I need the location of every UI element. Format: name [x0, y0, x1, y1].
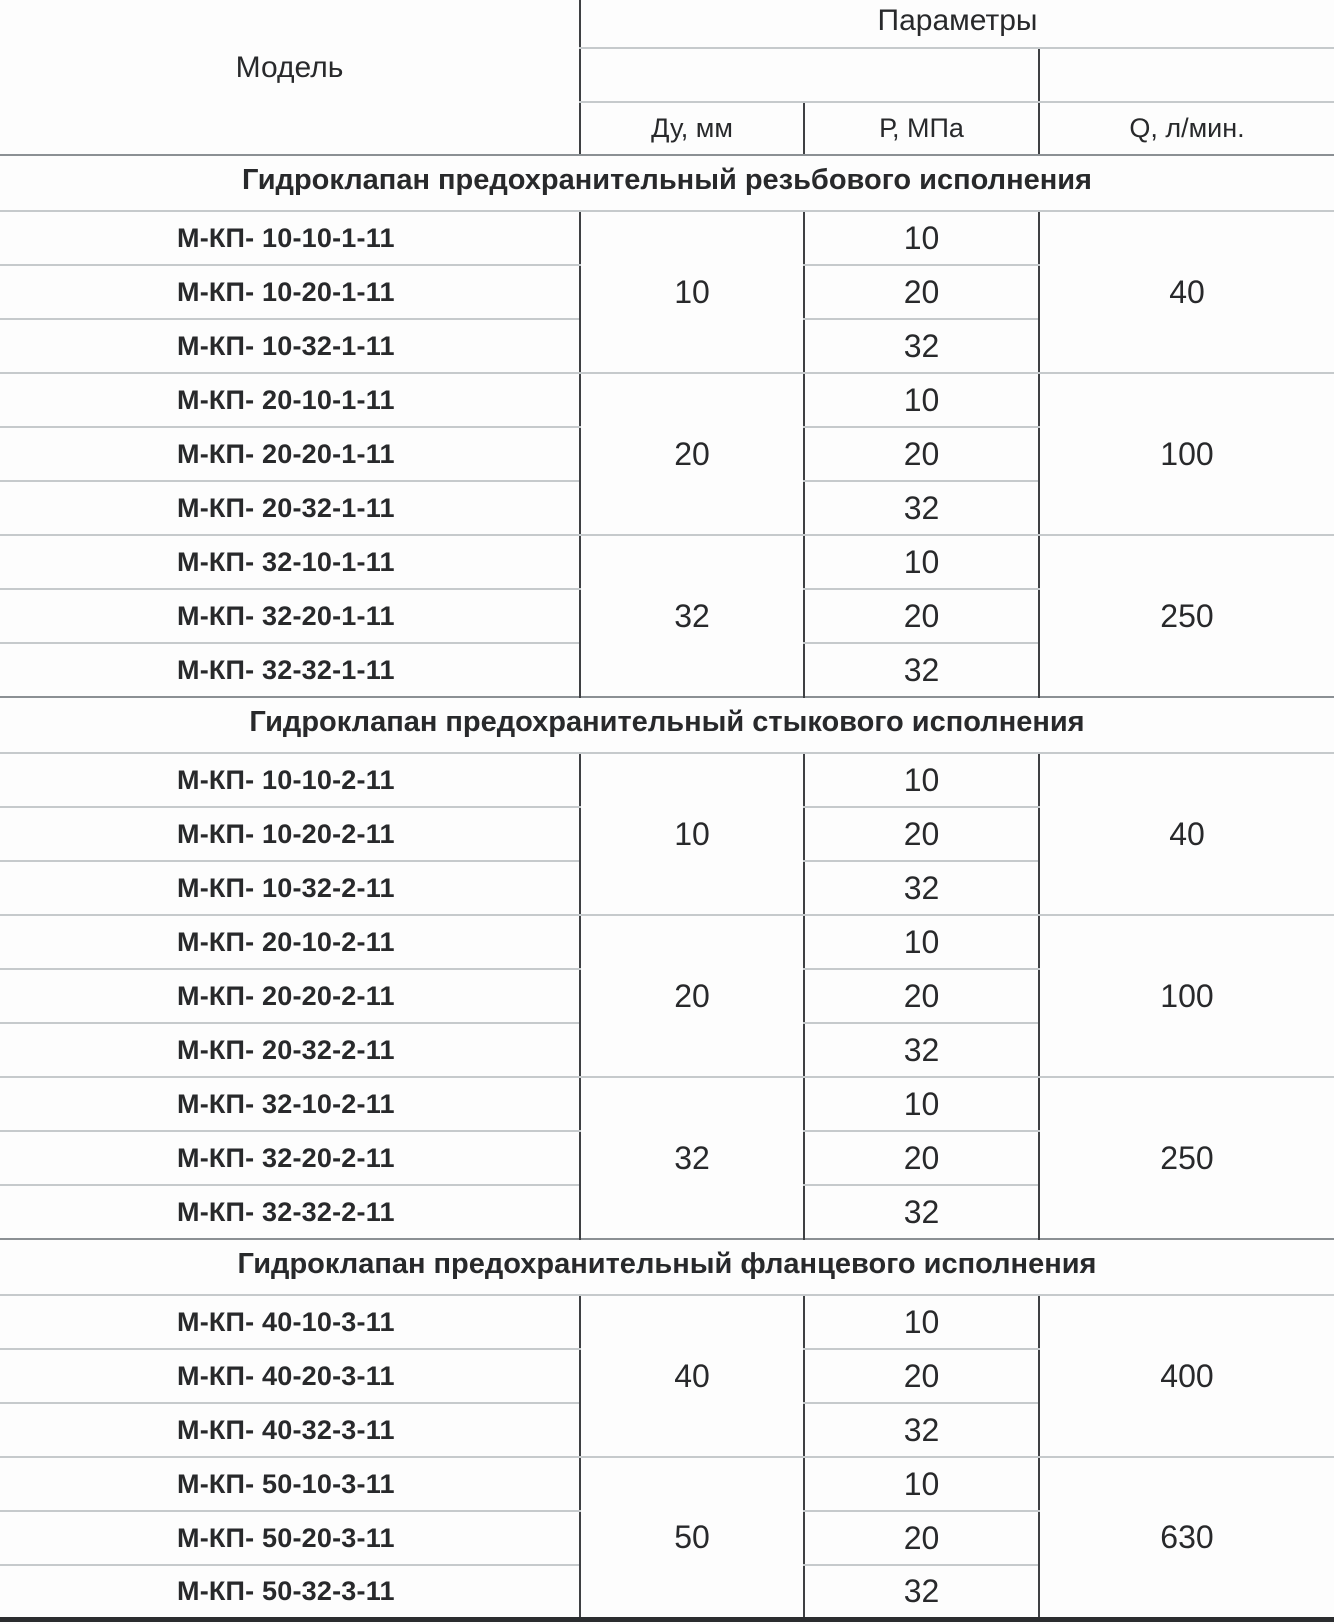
model-cell: М-КП- 10-32-1-11 — [0, 319, 580, 373]
pressure-value-cell: 32 — [804, 861, 1039, 915]
section-title-cell — [0, 155, 1334, 211]
model-cell: М-КП- 50-10-3-11 — [0, 1457, 580, 1511]
section-title: Гидроклапан предохранительный резьбового исполнения — [242, 163, 1092, 196]
header-empty-cell-q — [1039, 48, 1334, 102]
du-value-cell: 20 — [580, 373, 804, 535]
pressure-value-cell: 32 — [804, 481, 1039, 535]
flow-value-cell: 100 — [1039, 915, 1334, 1077]
flow-value-cell: 40 — [1039, 211, 1334, 373]
model-cell: М-КП- 32-10-1-11 — [0, 535, 580, 589]
model-cell: М-КП- 50-20-3-11 — [0, 1511, 580, 1565]
section-title-row — [0, 155, 1334, 211]
table-row — [0, 753, 1334, 807]
model-cell: М-КП- 40-20-3-11 — [0, 1349, 580, 1403]
model-column-header-cell — [0, 0, 580, 155]
pressure-value-cell: 20 — [804, 589, 1039, 643]
du-value-cell: 10 — [580, 753, 804, 915]
pressure-value-cell: 20 — [804, 1131, 1039, 1185]
pressure-value-cell: 10 — [804, 1457, 1039, 1511]
pressure-value-cell: 10 — [804, 1295, 1039, 1349]
flow-value-cell: 630 — [1039, 1457, 1334, 1619]
table-row — [0, 1077, 1334, 1131]
du-value-cell: 20 — [580, 915, 804, 1077]
parameters-header-cell — [580, 0, 1334, 48]
model-cell: М-КП- 40-32-3-11 — [0, 1403, 580, 1457]
model-cell: М-КП- 10-10-2-11 — [0, 753, 580, 807]
pressure-value-cell: 32 — [804, 319, 1039, 373]
pressure-value-cell: 10 — [804, 373, 1039, 427]
pressure-value-cell: 10 — [804, 915, 1039, 969]
flow-value-cell: 100 — [1039, 373, 1334, 535]
pressure-value-cell: 20 — [804, 265, 1039, 319]
table-row — [0, 373, 1334, 427]
model-cell: М-КП- 32-20-2-11 — [0, 1131, 580, 1185]
model-cell: М-КП- 20-20-1-11 — [0, 427, 580, 481]
table-row — [0, 915, 1334, 969]
model-cell: М-КП- 10-32-2-11 — [0, 861, 580, 915]
model-cell: М-КП- 32-20-1-11 — [0, 589, 580, 643]
column-header-du: Ду, мм — [580, 102, 804, 155]
model-cell: М-КП- 20-10-2-11 — [0, 915, 580, 969]
flow-value-cell: 400 — [1039, 1295, 1334, 1457]
header-row-top — [0, 0, 1334, 48]
table-row — [0, 535, 1334, 589]
du-value-cell: 10 — [580, 211, 804, 373]
model-cell: М-КП- 32-32-1-11 — [177, 654, 395, 685]
pressure-value-cell: 20 — [804, 969, 1039, 1023]
du-value-cell: 32 — [580, 1077, 804, 1239]
model-cell: М-КП- 20-32-2-11 — [0, 1023, 580, 1077]
model-cell: М-КП- 10-10-1-11 — [0, 211, 580, 265]
model-cell: М-КП- 20-20-2-11 — [0, 969, 580, 1023]
flow-value-cell: 250 — [1039, 1077, 1334, 1239]
table-body — [0, 155, 1334, 1619]
pressure-value-cell: 10 — [804, 535, 1039, 589]
model-cell: М-КП- 40-10-3-11 — [0, 1295, 580, 1349]
du-value-cell: 50 — [580, 1457, 804, 1619]
table-row — [0, 1295, 1334, 1349]
model-cell: М-КП- 20-10-1-11 — [0, 373, 580, 427]
pressure-value-cell: 32 — [804, 1023, 1039, 1077]
section-title-row — [0, 1239, 1334, 1295]
model-cell: М-КП- 32-10-2-11 — [0, 1077, 580, 1131]
pressure-value-cell: 32 — [804, 1185, 1039, 1239]
pressure-value-cell: 10 — [804, 211, 1039, 265]
model-cell: М-КП- 32-32-2-11 — [177, 1196, 395, 1227]
model-column-header: Модель — [235, 51, 344, 84]
pressure-value-cell: 32 — [804, 1565, 1039, 1619]
model-cell: М-КП- 20-32-1-11 — [0, 481, 580, 535]
parameters-header: Параметры — [877, 3, 1038, 37]
pressure-value-cell: 32 — [804, 643, 1039, 697]
model-cell: М-КП- 50-32-3-11 — [177, 1575, 395, 1606]
column-header-q: Q, л/мин. — [1039, 102, 1334, 155]
du-value-cell: 40 — [580, 1295, 804, 1457]
section-title-cell — [0, 1239, 1334, 1295]
section-title-cell — [0, 697, 1334, 753]
pressure-value-cell: 20 — [804, 1349, 1039, 1403]
section-title: Гидроклапан предохранительный фланцевого исполнения — [237, 1247, 1097, 1280]
du-value-cell: 32 — [580, 535, 804, 697]
table-row — [0, 211, 1334, 265]
model-cell: М-КП- 10-20-1-11 — [0, 265, 580, 319]
flow-value-cell: 40 — [1039, 753, 1334, 915]
header-empty-cell-du-p — [580, 48, 1039, 102]
model-cell: М-КП- 10-20-2-11 — [0, 807, 580, 861]
pressure-value-cell: 20 — [804, 807, 1039, 861]
section-title: Гидроклапан предохранительный стыкового исполнения — [249, 705, 1085, 738]
pressure-value-cell: 20 — [804, 427, 1039, 481]
table-row — [0, 1457, 1334, 1511]
column-header-p: Р, МПа — [804, 102, 1039, 155]
section-title-row — [0, 697, 1334, 753]
pressure-value-cell: 10 — [804, 1077, 1039, 1131]
pressure-value-cell: 32 — [804, 1403, 1039, 1457]
pressure-value-cell: 20 — [804, 1511, 1039, 1565]
flow-value-cell: 250 — [1039, 535, 1334, 697]
pressure-value-cell: 10 — [804, 753, 1039, 807]
